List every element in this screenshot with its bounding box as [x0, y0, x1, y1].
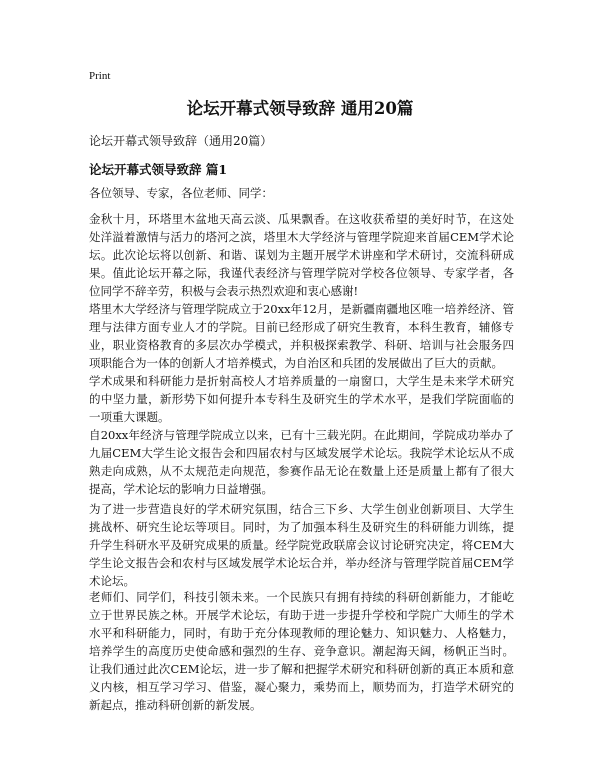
paragraph-forum-purpose: 为了进一步营造良好的学术研究氛围，结合三下乡、大学生创业创新项目、大学生挑战杯、研究生论坛等项目。同时，为了加强本科生及研究生的科研能力训练，提升学生科研水平及研究成果的质量。经学院党政联席会议讨论研究决定，将CEM大学生论文报告会和农村与区域发展学术论坛合并，举办经济与管理学院首届CEM学术论坛。	[89, 502, 514, 588]
paragraph-college-intro: 塔里木大学经济与管理学院成立于20xx年12月，是新疆南疆地区唯一培养经济、管理与法律方面专业人才的学院。目前已经形成了研究生教育，本科生教育，辅修专业，职业资格教育的多层次办学模式，并积极探索教学、科研、培训与社会服务四项职能合为一体的创新人才培养模式，为自治区和兵团的发展做出了巨大的贡献。	[89, 302, 514, 370]
paragraph-closing: 老师们、同学们，科技引领未来。一个民族只有拥有持续的科研创新能力，才能屹立于世界民族之林。开展学术论坛，有助于进一步提升学校和学院广大师生的学术水平和科研能力，同时，有助于充分体现教师的理论魅力、知识魅力、人格魅力，培养学生的高度历史使命感和强烈的生存、竞争意识。潮起海天阔，杨帆正当时。让我们通过此次CEM论坛，进一步了解和把握学术研究和科研创新的真正本质和意义内核，相互学习学习、借鉴，凝心聚力，乘势而上，顺势而为，打造学术研究的新起点，推动科研创新的新发展。	[89, 590, 514, 712]
paragraph-opening: 金秋十月，环塔里木盆地天高云淡、瓜果飘香。在这收获希望的美好时节，在这处处洋溢着激情与活力的塔河之滨，塔里木大学经济与管理学院迎来首届CEM学术论坛。此次论坛将以创新、和谐、谋划为主题开展学术讲座和学术研讨，交流科研成果。值此论坛开幕之际，我谨代表经济与管理学院对学校各位领导、专家学者，各位同学不辞辛劳，积极与会表示热烈欢迎和衷心感谢!	[89, 212, 514, 298]
print-label[interactable]: Print	[89, 70, 111, 82]
paragraph-greeting: 各位领导、专家，各位老师、同学：	[89, 186, 273, 200]
document-subtitle: 论坛开幕式领导致辞（通用20篇）	[89, 134, 273, 148]
section-heading: 论坛开幕式领导致辞 篇1	[89, 162, 228, 177]
paragraph-history: 自20xx年经济与管理学院成立以来，已有十三载光阴。在此期间，学院成功举办了九届CEM大学生论文报告会和四届农村与区域发展学术论坛。我院学术论坛从不成熟走向成熟，从不太规范走向规范，参赛作品无论在数量上还是质量上都有了很大提高，学术论坛的影响力日益增强。	[89, 428, 514, 496]
document-title: 论坛开幕式领导致辞 通用20篇	[186, 99, 414, 118]
paragraph-research-ability: 学术成果和科研能力是折射高校人才培养质量的一扇窗口，大学生是未来学术研究的中坚力量，新形势下如何提升本专科生及研究生的学术水平，是我们学院面临的一项重大课题。	[89, 374, 514, 424]
